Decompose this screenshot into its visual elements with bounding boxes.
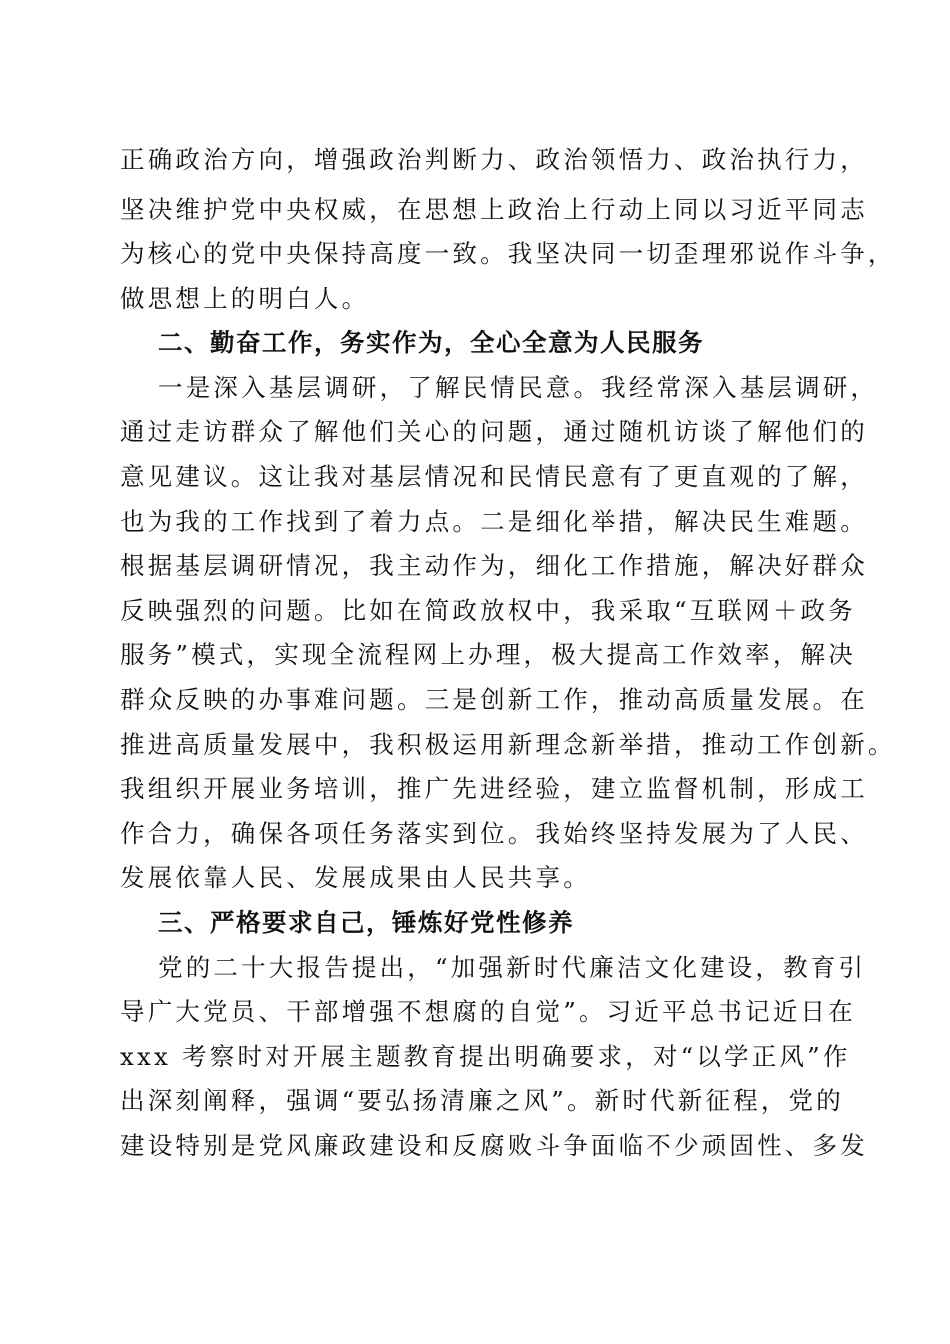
text-line: 一是深入基层调研，了解民情民意。我经常深入基层调研，	[158, 373, 879, 402]
text-line: 反映强烈的问题。比如在简政放权中，我采取“互联网＋政务	[120, 596, 856, 625]
text-line: 建设特别是党风廉政建设和反腐败斗争面临不少顽固性、多发	[120, 1131, 868, 1160]
text-line: 导广大党员、干部增强不想腐的自觉”。习近平总书记近日在	[120, 997, 856, 1026]
text-line: 推进高质量发展中，我积极运用新理念新举措，推动工作创新。	[120, 730, 896, 759]
text-line: 也为我的工作找到了着力点。二是细化举措，解决民生难题。	[120, 507, 868, 536]
text-line: 作合力，确保各项任务落实到位。我始终坚持发展为了人民、	[120, 819, 868, 848]
text-line: 做思想上的明白人。	[120, 284, 370, 313]
text-line: 为核心的党中央保持高度一致。我坚决同一切歪理邪说作斗争，	[120, 239, 896, 268]
text-line: 意见建议。这让我对基层情况和民情民意有了更直观的了解，	[120, 462, 868, 491]
text-line: 出深刻阐释，强调“要弘扬清廉之风”。新时代新征程，党的	[120, 1086, 844, 1115]
text-line: 党的二十大报告提出，“加强新时代廉洁文化建设，教育引	[158, 953, 867, 982]
text-line: 根据基层调研情况，我主动作为，细化工作措施，解决好群众	[120, 551, 868, 580]
text-line: 发展依靠人民、发展成果由人民共享。	[120, 863, 591, 892]
text-line: 坚决维护党中央权威，在思想上政治上行动上同以习近平同志	[120, 195, 868, 224]
text-line: 服务”模式，实现全流程网上办理，极大提高工作效率，解决	[120, 640, 856, 669]
text-line: 我组织开展业务培训，推广先进经验，建立监督机制，形成工	[120, 774, 868, 803]
text-line: xxx 考察时对开展主题教育提出明确要求，对“以学正风”作	[120, 1042, 851, 1071]
section-heading-2: 二、勤奋工作，务实作为，全心全意为人民服务	[158, 328, 704, 357]
text-line: 通过走访群众了解他们关心的问题，通过随机访谈了解他们的	[120, 417, 868, 446]
text-line: 正确政治方向，增强政治判断力、政治领悟力、政治执行力，	[120, 145, 868, 174]
text-line: 群众反映的办事难问题。三是创新工作，推动高质量发展。在	[120, 685, 868, 714]
section-heading-3: 三、严格要求自己，锤炼好党性修养	[158, 908, 574, 937]
